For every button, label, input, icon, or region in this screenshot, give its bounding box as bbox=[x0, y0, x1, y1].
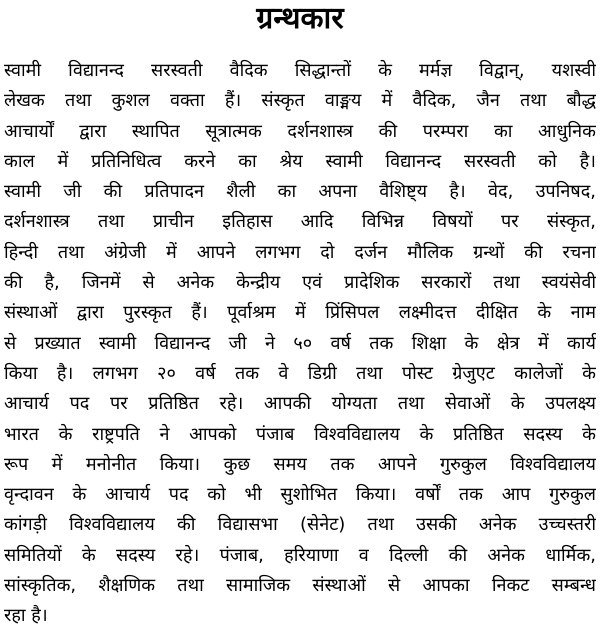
body-paragraph bbox=[4, 56, 596, 632]
text-line: की है, जिनमें से अनेक केन्द्रीय एवं प्रादेशिक सरकारों तथा स्वयंसेवी bbox=[4, 272, 596, 294]
text-line: हिन्दी तथा अंग्रेजी में आपने लगभग दो दर्जन मौलिक ग्रन्थों की रचना bbox=[4, 241, 596, 263]
text-line: स्वामी विद्यानन्द सरस्वती वैदिक सिद्धान्तों के मर्मज्ञ विद्वान्, यशस्वी bbox=[4, 60, 596, 81]
text-line: संस्थाओं द्वारा पुरस्कृत हैं। पूर्वाश्रम में प्रिंसिपल लक्ष्मीदत्त दीक्षित के नाम bbox=[4, 302, 596, 324]
text-line: कांगड़ी विश्वविद्यालय की विद्यासभा (सेनेट) तथा उसकी अनेक उच्चस्तरी bbox=[4, 514, 596, 536]
text-line: किया है। लगभग २० वर्ष तक वे डिग्री तथा पोस्ट ग्रेजुएट कालेजों के bbox=[4, 362, 596, 384]
page-title: ग्रन्थकार bbox=[256, 1, 344, 36]
text-line: रहा है। bbox=[4, 605, 48, 627]
text-line: आचार्यों द्वारा स्थापित सूत्रात्मक दर्शनशास्त्र की परम्परा का आधुनिक bbox=[4, 120, 596, 142]
text-line: समितियों के सदस्य रहे। पंजाब, हरियाणा व दिल्ली की अनेक धार्मिक, bbox=[4, 544, 596, 566]
text-line: रूप में मनोनीत किया। कुछ समय तक आपने गुरुकुल विश्वविद्यालय bbox=[4, 453, 596, 475]
text-line: से प्रख्यात स्वामी विद्यानन्द जी ने ५० वर्ष तक शिक्षा के क्षेत्र में कार्य bbox=[4, 332, 596, 354]
text-line: भारत के राष्ट्रपति ने आपको पंजाब विश्वविद्यालय के प्रतिष्ठित सदस्य के bbox=[4, 423, 596, 445]
text-line: वृन्दावन के आचार्य पद को भी सुशोभित किया। वर्षों तक आप गुरुकुल bbox=[4, 484, 596, 506]
text-line: आचार्य पद पर प्रतिष्ठित रहे। आपकी योग्यता तथा सेवाओं के उपलक्ष्य bbox=[4, 393, 596, 415]
text-line: सांस्कृतिक, शैक्षणिक तथा सामाजिक संस्थाओं से आपका निकट सम्बन्ध bbox=[4, 575, 596, 597]
text-line: दर्शनशास्त्र तथा प्राचीन इतिहास आदि विभिन्न विषयों पर संस्कृत, bbox=[4, 211, 596, 233]
text-line: लेखक तथा कुशल वक्ता हैं। संस्कृत वाङ्मय में वैदिक, जैन तथा बौद्ध bbox=[4, 90, 596, 112]
text-line: काल में प्रतिनिधित्व करने का श्रेय स्वामी विद्यानन्द सरस्वती को है। bbox=[4, 150, 596, 172]
text-line: स्वामी जी की प्रतिपादन शैली का अपना वैशिष्ट्य है। वेद, उपनिषद, bbox=[4, 181, 596, 203]
